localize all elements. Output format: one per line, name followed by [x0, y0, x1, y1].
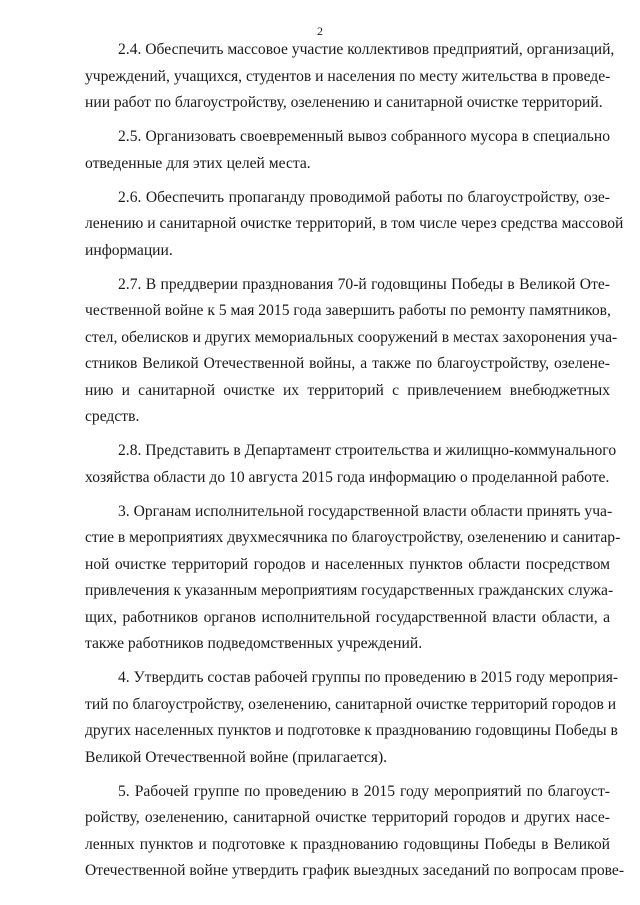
- paragraph-line: ройству, озеленению, санитарной очистке территорий городов и других насе-: [85, 809, 610, 826]
- paragraph-line: привлечения к указанным мероприятиям государственных гражданских служа-: [85, 582, 614, 599]
- paragraph-2-6: [85, 185, 624, 265]
- paragraph-line: стел, обелисков и других мемориальных сооружений в местах захоронения уча-: [85, 328, 618, 346]
- paragraph-5: [85, 779, 625, 885]
- paragraph-line: 2.8. Представить в Департамент строительства и жилищно-коммунального: [118, 442, 617, 459]
- paragraph-line: хозяйства области до 10 августа 2015 года информацию о проделанной работе.: [85, 468, 610, 486]
- paragraph-line: 3. Органам исполнительной государственной власти области принять уча-: [118, 502, 613, 520]
- paragraph-line: Отечественной войне утвердить график выездных заседаний по вопросам прове-: [85, 862, 625, 879]
- paragraph-line: учреждений, учащихся, студентов и населения по месту жительства в проведе-: [85, 67, 611, 85]
- paragraph-line: нию и санитарной очистке их территорий с привлечением внебюджетных: [85, 381, 610, 399]
- paragraph-line: средств.: [85, 408, 140, 425]
- paragraph-line: Великой Отечественной войне (прилагается).: [85, 748, 388, 766]
- paragraph-line: 2.7. В преддверии празднования 70-й годовщины Победы в Великой Оте-: [118, 275, 610, 293]
- paragraph-2-8: [85, 438, 617, 491]
- paragraph-line: информации.: [85, 241, 173, 259]
- paragraph-line: нии работ по благоустройству, озеленению и санитарной очистке территорий.: [85, 94, 603, 111]
- document-body: [85, 37, 625, 892]
- paragraph-4: [85, 665, 619, 771]
- paragraph-line: щих, работников органов исполнительной государственной власти области, а: [85, 608, 610, 626]
- paragraph-line: ленных пунктов и подготовке к празднованию годовщины Победы в Великой: [85, 835, 610, 853]
- paragraph-line: 2.6. Обеспечить пропаганду проводимой работы по благоустройству, озе-: [118, 188, 610, 206]
- paragraph-line: 2.5. Организовать своевременный вывоз собранного мусора в специально: [118, 128, 610, 145]
- paragraph-line: 5. Рабочей группе по проведению в 2015 году мероприятий по благоуст-: [118, 782, 610, 800]
- paragraph-line: тий по благоустройству, озеленению, санитарной очистке территорий городов и: [85, 695, 617, 713]
- paragraph-line: отведенные для этих целей места.: [85, 154, 311, 172]
- paragraph-line: стие в мероприятиях двухмесячника по благоустройству, озеленению и санитар-: [85, 529, 621, 546]
- paragraph-3: [85, 499, 621, 658]
- paragraph-line: ной очистке территорий городов и населенных пунктов области посредством: [85, 555, 610, 573]
- paragraph-2-4: [85, 37, 615, 117]
- paragraph-2-7: [85, 272, 618, 431]
- paragraph-line: других населенных пунктов и подготовке к празднованию годовщины Победы в: [85, 722, 618, 739]
- paragraph-line: ленению и санитарной очистке территорий, в том числе через средства массовой: [85, 215, 624, 232]
- paragraph-line: 2.4. Обеспечить массовое участие коллективов предприятий, организаций,: [118, 41, 615, 58]
- paragraph-line: также работников подведомственных учреждений.: [85, 635, 423, 652]
- page-number: 2: [317, 24, 323, 38]
- paragraph-line: чественной войне к 5 мая 2015 года завершить работы по ремонту памятников,: [85, 302, 611, 319]
- paragraph-2-5: [85, 124, 610, 177]
- paragraph-line: 4. Утвердить состав рабочей группы по проведению в 2015 году мероприя-: [118, 669, 619, 686]
- paragraph-line: стников Великой Отечественной войны, а также по благоустройству, озелене-: [85, 355, 610, 372]
